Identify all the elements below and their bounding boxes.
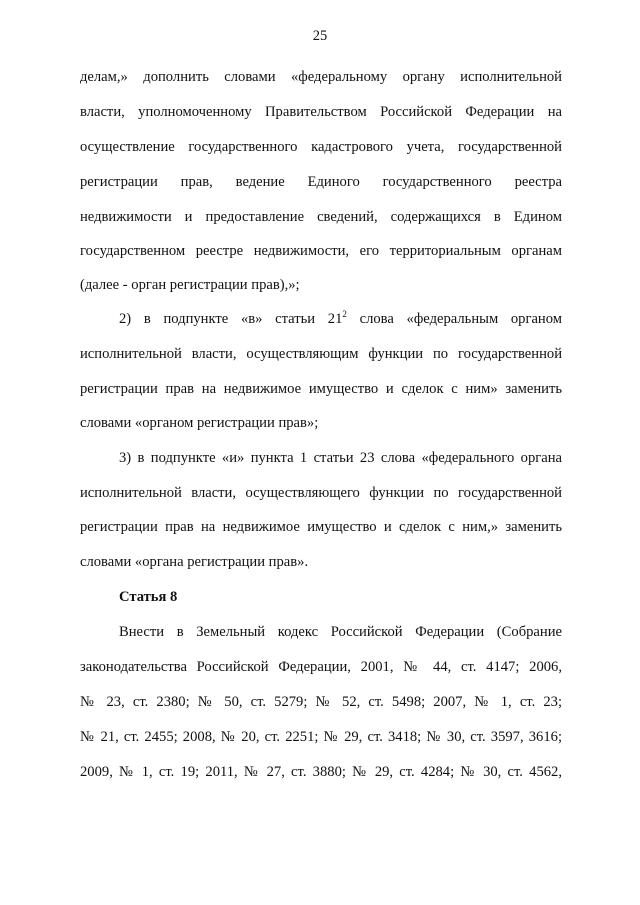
text-line: власти, уполномоченному Правительством Российской Федерации на [80,104,562,120]
text-line: делам,» дополнить словами «федеральному органу исполнительной [80,69,562,85]
text-line: регистрации прав на недвижимое имущество и сделок с ним,» заменить [80,519,562,535]
text-line: регистрации прав на недвижимое имущество и сделок с ним» заменить [80,381,562,397]
text-line: (далее - орган регистрации прав),»; [80,277,300,293]
superscript: 2 [342,309,347,319]
text-line: осуществление государственного кадастрового учета, государственной [80,139,562,155]
text-line: словами «органа регистрации прав». [80,554,309,570]
text-line: исполнительной власти, осуществляющим функции по государственной [80,346,562,362]
text-line: недвижимости и предоставление сведений, содержащихся в Едином [80,209,562,225]
page-number: 25 [312,28,328,44]
text-line: законодательства Российской Федерации, 2001, № 44, ст. 4147; 2006, [80,659,562,675]
text-line: № 21, ст. 2455; 2008, № 20, ст. 2251; № 29, ст. 3418; № 30, ст. 3597, 3616; [80,729,562,745]
text-fragment: 2) в подпункте «в» статьи 21 [119,311,343,327]
text-line: 3) в подпункте «и» пункта 1 статьи 23 слова «федерального органа [119,450,562,466]
text-line: № 23, ст. 2380; № 50, ст. 5279; № 52, ст. 5498; 2007, № 1, ст. 23; [80,694,562,710]
text-line: 2009, № 1, ст. 19; 2011, № 27, ст. 3880; № 29, ст. 4284; № 30, ст. 4562, [80,764,562,780]
text-line [119,310,562,329]
text-line: словами «органом регистрации прав»; [80,415,319,431]
text-line: Внести в Земельный кодекс Российской Федерации (Собрание [119,624,562,640]
text-fragment: слова «федеральным органом [346,311,563,327]
article-heading: Статья 8 [119,589,178,605]
text-line: регистрации прав, ведение Единого государственного реестра [80,174,562,190]
text-line: исполнительной власти, осуществляющего функции по государственной [80,485,562,501]
text-line: государственном реестре недвижимости, его территориальным органам [80,243,562,259]
